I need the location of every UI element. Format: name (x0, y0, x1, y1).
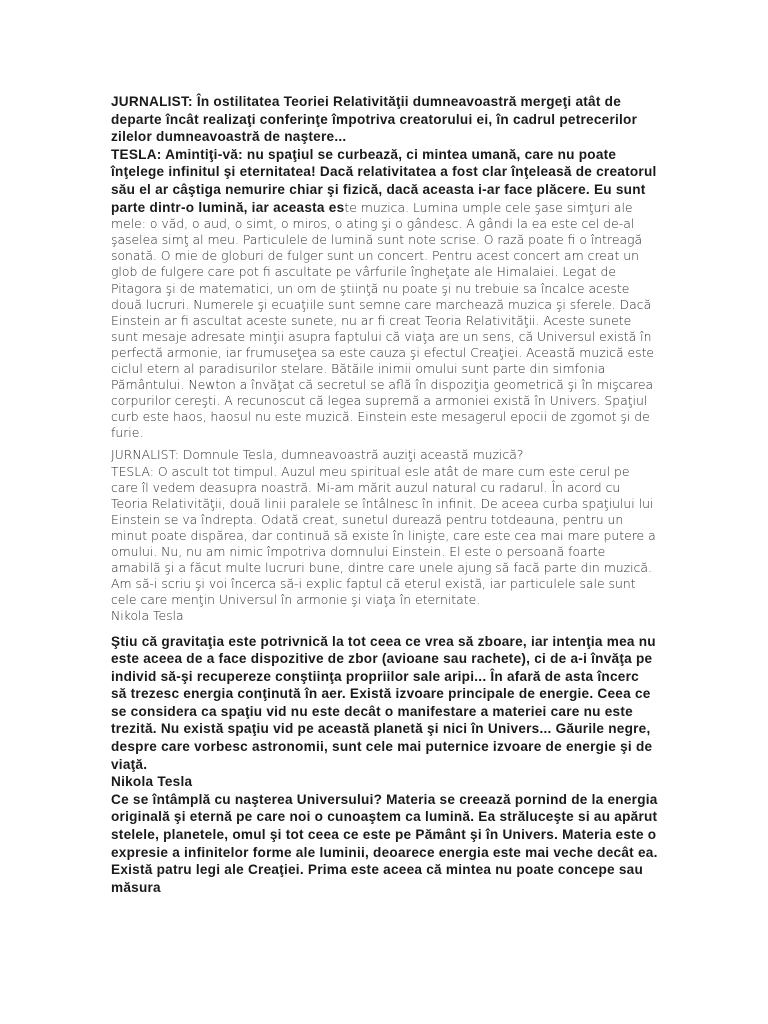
paragraph-universe-birth: Ce se întâmplă cu naşterea Universului? Materia se creează pornind de la energia originală şi eternă pe care noi o cunoaştem ca lumină. Ea străluceşte si au apărut stelele, planetele, omul şi tot ceea ce este pe Pământ şi în Univers. Materia este o expresie a infinitelor forme ale luminii, deoarece energia este mai veche decât ea. Există patru legi ale Creaţiei. Prima este aceea că mintea nu poate concepe sau măsura (111, 791, 658, 895)
paragraph-journalist-question-2: JURNALIST: Domnule Tesla, dumneavoastră auziţi această muzică? (111, 447, 524, 463)
paragraph-tesla-answer-1-light: te muzica. Lumina umple cele şase simţuri ale mele: o văd, o aud, o simt, o miros, o ating şi o gândesc. A gândi la ea este cel de-al şaselea simţ al meu. Particulele de lumină sunt note scrise. O rază poate fi o întreagă sonată. O mie de globuri de fulger sunt un concert. Pentru acest concert am creat un glob de fulgere care pot fi ascultate pe vârfurile îngheţate ale Himalaiei. Legat de Pitagora şi de matematici, un om de ştiinţă nu poate şi nu trebuie sa încalce aceste două lucruri. Numerele şi ecuaţiile sunt semne care marchează muzica şi sferele. Dacă Einstein ar fi ascultat aceste sunete, nu ar fi creat Teoria Relativităţii. Aceste sunete sunt mesaje adresate minţii asupra faptului că viaţa are un sens, că Universul există în perfectă armonie, iar frumuseţea sa este cauza şi efectul Creaţiei. Această muzică este ciclul etern al paradisurilor stelare. Bătăile inimii omului sunt parte din simfonia Pământului. Newton a învăţat că secretul se află în dispoziţia geometrică şi în mişcarea corpurilor cereşti. A recunoscut că legea supremă a armoniei există în Univers. Spaţiul curb este haos, haosul nu este muzică. Einstein este mesagerul epocii de zgomot şi de furie. (111, 199, 655, 441)
paragraph-journalist-question-1: JURNALIST: În ostilitatea Teoriei Relativităţii dumneavoastră mergeţi atât de departe încât realizaţi conferinţe împotriva creatorului ei, în cadrul petrecerilor zilelor dumneavoastră de naştere... (111, 94, 638, 145)
paragraph-tesla-answer-2: TESLA: O ascult tot timpul. Auzul meu spiritual esle atât de mare cum este cerul pe care îl vedem deasupra noastră. Mi-am mărit auzul natural cu radarul. În acord cu Teoria Relativităţii, două linii paralele se întâlnesc în infinit. De aceea curba spaţiului lui Einstein se va îndrepta. Odată creat, sunetul durează pentru totdeauna, pentru un minut poate dispărea, dar continuă să existe în linişte, care este cea mai mare putere a omului. Nu, nu am nimic împotriva domnului Einstein. El este o persoană foarte amabilă şi a făcut multe lucruri bune, dintre care unele ajung să facă parte din muzică. Am să-i scriu şi voi încerca să-i explic faptul că eterul există, iar particulele sale sunt cele care menţin Universul în armonie şi viaţa în eternitate. (111, 463, 656, 608)
signature-nikola-tesla-1: Nikola Tesla (111, 608, 184, 624)
signature-nikola-tesla-2: Nikola Tesla (111, 774, 193, 790)
paragraph-tesla-answer-1-bold: TESLA: Amintiţi-vă: nu spaţiul se curbează, ci mintea umană, care nu poate înţelege infinitul şi eternitatea! Dacă relativitatea a fost clar înţeleasă de creatorul său el ar câştiga nemurire chiar şi fizică, dacă aceasta i-ar face plăcere. Eu sunt parte dintr-o lumină, iar aceasta es (111, 146, 657, 215)
paragraph-tesla-answer-1 (111, 146, 658, 442)
paragraph-gravity: Ştiu că gravitaţia este potrivnică la tot ceea ce vrea să zboare, iar intenţia mea nu este aceea de a face dispozitive de zbor (avioane sau rachete), ci de a-i învăţa pe individ să-şi recupereze conştiinţa propriilor sale aripi... În afară de asta încerc să trezesc energia conţinută în aer. Există izvoare principale de energie. Ceea ce se considera ca spaţiu vid nu este decât o manifestare a materiei care nu este trezită. Nu există spaţiu vid pe această planetă şi nici în Univers... Găurile negre, despre care vorbesc astronomii, sunt cele mai puternice izvoare de energie şi de viaţă. (111, 633, 656, 772)
